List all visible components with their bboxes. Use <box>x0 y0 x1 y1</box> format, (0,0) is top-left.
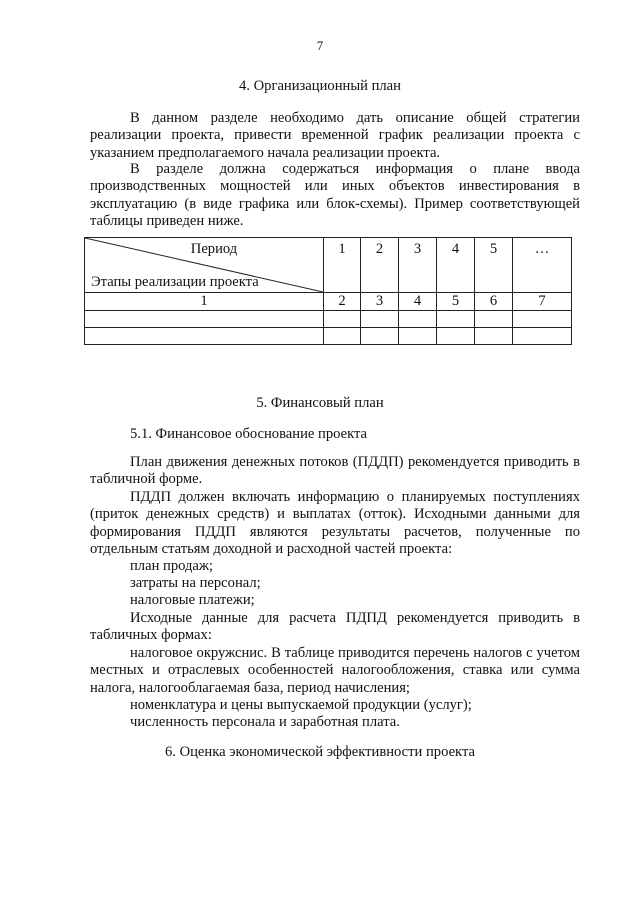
table-cell <box>85 328 324 345</box>
table-row <box>85 328 572 345</box>
section-4-paragraph-2: В разделе должна содержаться информация о плане ввода производственных мощностей или иных объектов инвестирования в эксплуатацию (в виде графика или блок-схемы). Пример соответствующей таблицы приведен ниже. <box>90 161 580 230</box>
section-5-title: 5. Финансовый план <box>256 395 384 411</box>
period-header: … <box>513 238 572 293</box>
table-cell: 1 <box>85 293 324 311</box>
table-cell <box>475 328 513 345</box>
table-cell: 6 <box>475 293 513 311</box>
list-item: номенклатура и цены выпускаемой продукции (услуг); <box>130 697 472 713</box>
section-5-paragraph-3: Исходные данные для расчета ПДПД рекомендуется приводить в табличных формах: <box>90 610 580 644</box>
table-row <box>85 311 572 328</box>
corner-label-stages: Этапы реализации проекта <box>91 274 259 290</box>
list-item: численность персонала и заработная плата. <box>130 714 400 730</box>
table-cell: 5 <box>437 293 475 311</box>
table-cell <box>85 311 324 328</box>
table-cell <box>513 328 572 345</box>
table-cell: 3 <box>361 293 399 311</box>
table-row <box>85 293 572 311</box>
table-cell <box>399 328 437 345</box>
table-cell <box>513 311 572 328</box>
table-cell: 2 <box>324 293 361 311</box>
table-cell <box>437 311 475 328</box>
section-5-paragraph-2: ПДДП должен включать информацию о планируемых поступлениях (приток денежных средств) и выплатах (отток). Исходными данными для формирования ПДДП являются результаты расчетов, полученные по отдельным статьям доходной и расходной частей проекта: <box>90 489 580 558</box>
table-cell <box>361 328 399 345</box>
table-cell <box>399 311 437 328</box>
table-cell: 4 <box>399 293 437 311</box>
corner-label-period: Период <box>190 241 238 257</box>
section-5-paragraph-4: налоговое окружснис. В таблице приводится перечень налогов с учетом местных и отраслевых особенностей налогообложения, ставка или сумма налога, налогооблагаемая база, период начисления; <box>90 645 580 696</box>
table-cell <box>361 311 399 328</box>
period-header: 1 <box>324 238 361 293</box>
list-item: план продаж; <box>130 558 214 574</box>
table-corner-cell <box>85 238 324 293</box>
list-item: налоговые платежи; <box>130 592 255 608</box>
table-cell <box>437 328 475 345</box>
list-item: затраты на персонал; <box>130 575 261 591</box>
section-4-title: 4. Организационный план <box>239 78 401 94</box>
period-header: 5 <box>475 238 513 293</box>
table-cell <box>324 311 361 328</box>
section-6-title: 6. Оценка экономической эффективности проекта <box>164 744 475 760</box>
period-header: 2 <box>361 238 399 293</box>
section-5-1-subtitle: 5.1. Финансовое обоснование проекта <box>130 426 368 442</box>
table-cell <box>475 311 513 328</box>
table-cell: 7 <box>513 293 572 311</box>
table-cell <box>324 328 361 345</box>
period-header: 4 <box>437 238 475 293</box>
section-4-paragraph-1: В данном разделе необходимо дать описание общей стратегии реализации проекта, привести временной график реализации проекта с указанием предполагаемого начала реализации проекта. <box>90 110 580 161</box>
project-stages-table <box>84 237 572 345</box>
page-number: 7 <box>316 38 324 53</box>
period-header: 3 <box>399 238 437 293</box>
section-5-paragraph-1: План движения денежных потоков (ПДДП) рекомендуется приводить в табличной форме. <box>90 454 580 488</box>
